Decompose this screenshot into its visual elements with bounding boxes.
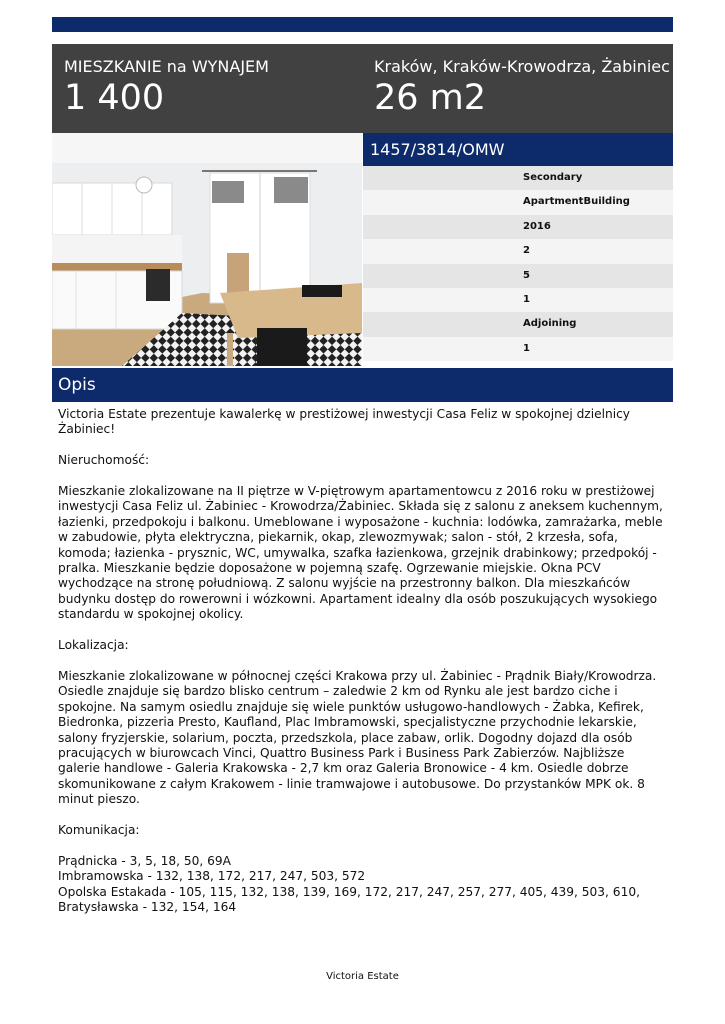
description-text: Victoria Estate prezentuje kawalerkę w prestiżowej inwestycji Casa Feliz w spokojnej dzielnicy Żabiniec! Nieruchomość: Mieszkanie zlokalizowane na II piętrze w V-piętrowym apartamentowcu z 2016 roku w prestiżowej inwestycji Casa Feliz ul. Żabiniec - Krowodrza/Żabiniec. Składa się z salonu z aneksem kuchennym, łazienki, przedpokoju i balkonu. Umeblowane i wyposażone - kuchnia: lodówka, zamrażarka, meble w zabudowie, płyta elektryczna, piekarnik, okap, zlewozmywak; salon - stół, 2 krzesła, sofa, komoda; łazienka - prysznic, WC, umywalka, szafka łazienkowa, grzejnik drabinkowy; przedpokój - pralka. Mieszkanie będzie doposażone w pojemną szafę. Ogrzewanie miejskie. Okna PCV wychodzące na stronę południową. Z salonu wyjście na przestronny balkon. Dla mieszkańców budynku dostęp do rowerowni i wózkowni. Apartament idealny dla osób poszukujących wysokiego standardu w spokojnej okolicy. Lokalizacja: Mieszkanie zlokalizowane w północnej części Krakowa przy ul. Żabiniec - Prądnik Biały/Krowodrza. Osiedle znajduje się bardzo blisko centrum – zaledwie 2 km od Rynku ale jest bardzo ciche i spokojne. Na samym osiedlu znajduje się wiele punktów usługowo-handlowych - Żabka, Kefirek, Biedronka, pizzeria Presto, Kaufland, Plac Imbramowski, specjalistyczne przychodnie lekarskie, salony fryzjerskie, solarium, poczta, przedszkola, place zabaw, orlik. Dogodny dojazd dla osób pracujących w biurowcach Vinci, Quattro Business Park i Business Park Zabierzów. Najbliższe galerie handlowe - Galeria Krakowska - 2,7 km oraz Galeria Bronowice - 4 km. Osiedle dobrze skomunikowane z całym Krakowem - linie tramwajowe i autobusowe. Do przystanków MPK ok. 8 minut pieszo. Komunikacja: Prądnicka - 3, 5, 18, 50, 69A Imbramowska - 132, 138, 172, 217, 247, 503, 572 Opolska Estakada - 105, 115, 132, 138, 139, 169, 172, 217, 247, 257, 277, 405, 439, 503, 610, Bratysławska - 132, 154, 164 (58, 407, 663, 914)
top-accent-bar (52, 17, 673, 32)
apartment-photo (52, 133, 362, 366)
area: 26 m2 (374, 78, 487, 118)
detail-row-rooms: 1 (363, 288, 673, 312)
header-left (64, 57, 269, 118)
price: 1 400 (64, 78, 165, 118)
detail-row-year: 2016 (363, 215, 673, 239)
reference-code: 1457/3814/OMW (363, 133, 673, 166)
location: Kraków, Kraków-Krowodrza, Żabiniec (374, 57, 670, 76)
detail-row-floors-total: 5 (363, 264, 673, 288)
detail-row-kitchen: Adjoining (363, 312, 673, 336)
detail-row-market: Secondary (363, 166, 673, 190)
header-right (374, 57, 670, 118)
detail-row-building-type: ApartmentBuilding (363, 190, 673, 214)
details-table (363, 166, 673, 361)
description-heading: Opis (52, 368, 673, 402)
offer-type: MIESZKANIE na WYNAJEM (64, 57, 269, 76)
listing-header (52, 44, 673, 133)
footer-company: Victoria Estate (326, 971, 399, 982)
detail-row-floor: 2 (363, 239, 673, 263)
detail-row-bathrooms: 1 (363, 337, 673, 361)
